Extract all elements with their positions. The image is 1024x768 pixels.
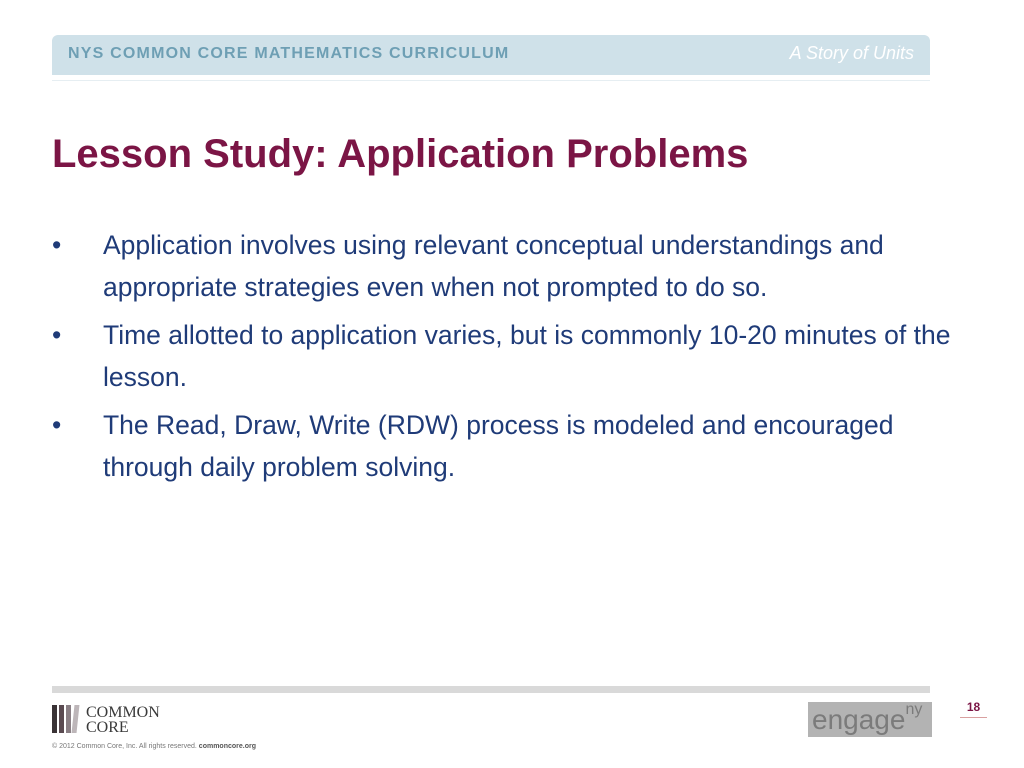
header-divider	[52, 80, 930, 81]
curriculum-label: NYS COMMON CORE MATHEMATICS CURRICULUM	[68, 45, 510, 62]
books-icon	[52, 705, 78, 733]
bullet-list	[52, 224, 982, 494]
bullet-icon: •	[52, 230, 62, 260]
footer-divider	[52, 686, 930, 693]
common-core-logo	[52, 705, 160, 735]
header-bar	[52, 35, 930, 75]
copyright: © 2012 Common Core, Inc. All rights reserved. commoncore.org	[52, 743, 256, 750]
page-number-underline	[960, 717, 987, 718]
bullet-icon: •	[52, 410, 62, 440]
logo-line-1: COMMON	[86, 704, 160, 721]
bullet-item: • Time allotted to application varies, but is commonly 10-20 minutes of the lesson.	[52, 314, 982, 398]
slide-title: Lesson Study: Application Problems	[52, 132, 749, 176]
logo-line-2: CORE	[86, 719, 129, 736]
bullet-item: • The Read, Draw, Write (RDW) process is modeled and encouraged through daily problem solving.	[52, 404, 982, 488]
copyright-link[interactable]: commoncore.org	[198, 743, 256, 750]
series-label: A Story of Units	[789, 43, 914, 63]
page-number: 18	[966, 700, 981, 714]
bullet-icon: •	[52, 320, 62, 350]
bullet-item: • Application involves using relevant conceptual understandings and appropriate strategies even when not prompted to do so.	[52, 224, 982, 308]
engageny-logo: engage$^{ny}$	[808, 702, 932, 737]
